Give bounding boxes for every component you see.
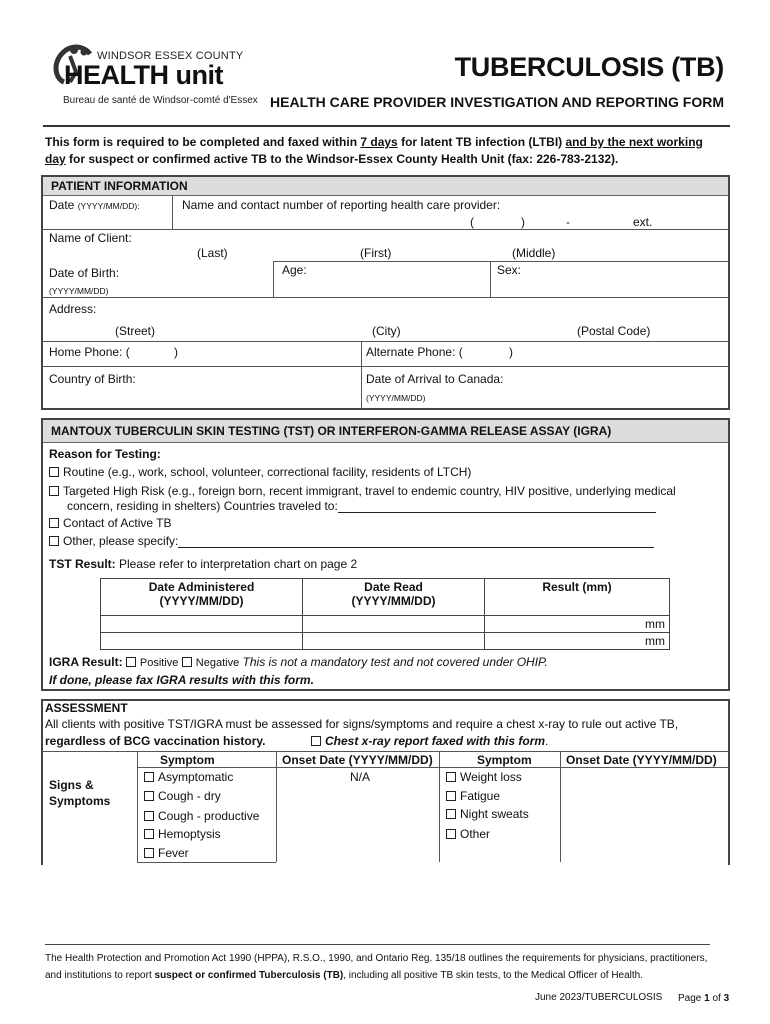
countries-traveled: concern, residing in shelters) Countries traveled to: xyxy=(67,499,656,513)
symptom-weight-loss[interactable]: Weight loss xyxy=(446,770,522,784)
dob-label: Date of Birth: xyxy=(49,266,120,280)
patient-info-header: PATIENT INFORMATION xyxy=(43,177,728,196)
fatigue-checkbox[interactable] xyxy=(446,791,456,801)
symptom-asymptomatic[interactable]: Asymptomatic xyxy=(144,770,233,784)
provider-phone-close: ) xyxy=(521,215,525,229)
onset-col-right: Onset Date (YYYY/MM/DD) xyxy=(566,753,717,767)
cough-productive-checkbox[interactable] xyxy=(144,811,154,821)
xray-checkbox-row[interactable]: Chest x-ray report faxed with this form. xyxy=(311,734,548,748)
high-risk-checkbox[interactable] xyxy=(49,486,59,496)
city-label: (City) xyxy=(372,324,401,338)
asymptomatic-onset-na: N/A xyxy=(350,770,371,784)
postal-code-label: (Postal Code) xyxy=(577,324,651,338)
option-high-risk[interactable]: Targeted High Risk (e.g., foreign born, recent immigrant, travel to endemic country, HIV positive, underlying medical xyxy=(49,484,676,498)
intro-text: This form is required to be completed and faxed within 7 days for latent TB infection (LTBI) and by the next working day for suspect or confirmed active TB to the Windsor-Essex County Health Unit (fax: 226-783-2132). xyxy=(45,135,703,166)
age-label: Age: xyxy=(282,263,307,277)
form-title: TUBERCULOSIS (TB) xyxy=(454,52,724,82)
onset-col-left: Onset Date (YYYY/MM/DD) xyxy=(282,753,433,767)
footer-legal-text: The Health Protection and Promotion Act 1990 (HPPA), R.S.O., 1990, and Ontario Reg. 135/18 outlines the requirements for physicians, practitioners, and institutions to report suspect or confirmed Tuberculosis (TB), including all positive TB skin tests, to the Medical Officer of Health. xyxy=(45,953,708,981)
header-divider xyxy=(43,125,730,127)
tst-date-read-1[interactable] xyxy=(303,616,485,633)
asymptomatic-checkbox[interactable] xyxy=(144,772,154,782)
col-date-read: Date Read (YYYY/MM/DD) xyxy=(303,579,485,616)
other-checkbox[interactable] xyxy=(49,536,59,546)
dob-format: (YYYY/MM/DD) xyxy=(49,286,109,296)
street-label: (Street) xyxy=(115,324,156,338)
symptom-other[interactable]: Other xyxy=(446,827,490,841)
assessment-line-1: All clients with positive TST/IGRA must be assessed for signs/symptoms and require a chest x-ray to rule out active TB, xyxy=(45,717,679,731)
page-number: Page 1 of 3 xyxy=(678,993,730,1004)
home-phone-close: ) xyxy=(174,345,178,359)
tst-date-administered-2[interactable] xyxy=(101,633,303,650)
alt-phone-label: Alternate Phone: ( xyxy=(366,345,463,359)
col-date-administered: Date Administered (YYYY/MM/DD) xyxy=(101,579,303,616)
arrival-date-label: Date of Arrival to Canada: xyxy=(366,372,504,386)
other-specify-input[interactable] xyxy=(178,536,654,548)
hemoptysis-checkbox[interactable] xyxy=(144,829,154,839)
logo-line-2: HEALTH unit xyxy=(64,60,223,90)
country-birth-label: Country of Birth: xyxy=(49,372,136,386)
symptom-fever[interactable]: Fever xyxy=(144,846,189,860)
symptom-hemoptysis[interactable]: Hemoptysis xyxy=(144,827,221,841)
tst-result-label: TST Result: Please refer to interpretation chart on page 2 xyxy=(49,557,358,571)
tst-date-read-2[interactable] xyxy=(303,633,485,650)
option-contact[interactable]: Contact of Active TB xyxy=(49,516,172,530)
assessment-line-2: regardless of BCG vaccination history. xyxy=(45,734,266,748)
weight-loss-checkbox[interactable] xyxy=(446,772,456,782)
mantoux-header: MANTOUX TUBERCULIN SKIN TESTING (TST) OR INTERFERON-GAMMA RELEASE ASSAY (IGRA) xyxy=(43,420,728,443)
client-name-label: Name of Client: xyxy=(49,231,132,245)
home-phone-label: Home Phone: ( xyxy=(49,345,130,359)
arrival-date-format: (YYYY/MM/DD) xyxy=(366,393,426,403)
reason-label: Reason for Testing: xyxy=(49,447,161,461)
tst-date-administered-1[interactable] xyxy=(101,616,303,633)
logo-line-1: WINDSOR ESSEX COUNTY xyxy=(97,50,244,62)
first-name-label: (First) xyxy=(360,246,392,260)
footer-divider xyxy=(45,944,710,945)
routine-checkbox[interactable] xyxy=(49,467,59,477)
symptom-col-left: Symptom xyxy=(160,753,215,767)
provider-phone-dash: - xyxy=(566,215,570,229)
symptom-cough-productive[interactable]: Cough - productive xyxy=(144,809,259,823)
igra-negative-checkbox[interactable] xyxy=(182,657,192,667)
signs-symptoms-label: Signs & Symptoms xyxy=(49,778,111,808)
col-result: Result (mm) xyxy=(485,579,670,616)
igra-fax-note: If done, please fax IGRA results with this form. xyxy=(49,673,314,687)
tst-result-1[interactable]: mm xyxy=(485,616,670,633)
last-name-label: (Last) xyxy=(197,246,228,260)
footer-version: June 2023/TUBERCULOSIS xyxy=(535,992,663,1003)
middle-name-label: (Middle) xyxy=(512,246,556,260)
symptom-night-sweats[interactable]: Night sweats xyxy=(446,807,529,821)
alt-phone-close: ) xyxy=(509,345,513,359)
symptom-fatigue[interactable]: Fatigue xyxy=(446,789,500,803)
cough-dry-checkbox[interactable] xyxy=(144,791,154,801)
provider-ext-label: ext. xyxy=(633,215,653,229)
contact-checkbox[interactable] xyxy=(49,518,59,528)
symptom-cough-dry[interactable]: Cough - dry xyxy=(144,789,221,803)
provider-phone-open: ( xyxy=(470,215,474,229)
igra-result-row: IGRA Result: Positive Negative This is not a mandatory test and not covered under OHIP. xyxy=(49,655,548,669)
assessment-header: ASSESSMENT xyxy=(45,701,128,715)
igra-positive-checkbox[interactable] xyxy=(126,657,136,667)
date-label: Date (YYYY/MM/DD): xyxy=(49,198,140,212)
night-sweats-checkbox[interactable] xyxy=(446,809,456,819)
sex-label: Sex: xyxy=(497,263,522,277)
provider-label: Name and contact number of reporting health care provider: xyxy=(182,198,501,212)
tst-result-2[interactable]: mm xyxy=(485,633,670,650)
symptom-other-checkbox[interactable] xyxy=(446,829,456,839)
fever-checkbox[interactable] xyxy=(144,848,154,858)
option-other[interactable]: Other, please specify: xyxy=(49,534,654,548)
address-label: Address: xyxy=(49,302,97,316)
xray-checkbox[interactable] xyxy=(311,736,321,746)
countries-input[interactable] xyxy=(338,501,656,513)
symptom-col-right: Symptom xyxy=(477,753,532,767)
form-subtitle: HEALTH CARE PROVIDER INVESTIGATION AND REPORTING FORM xyxy=(270,94,724,110)
option-routine[interactable]: Routine (e.g., work, school, volunteer, correctional facility, residents of LTCH) xyxy=(49,465,471,479)
tst-results-table xyxy=(100,578,670,650)
logo-line-3: Bureau de santé de Windsor-comté d'Essex xyxy=(63,95,258,106)
